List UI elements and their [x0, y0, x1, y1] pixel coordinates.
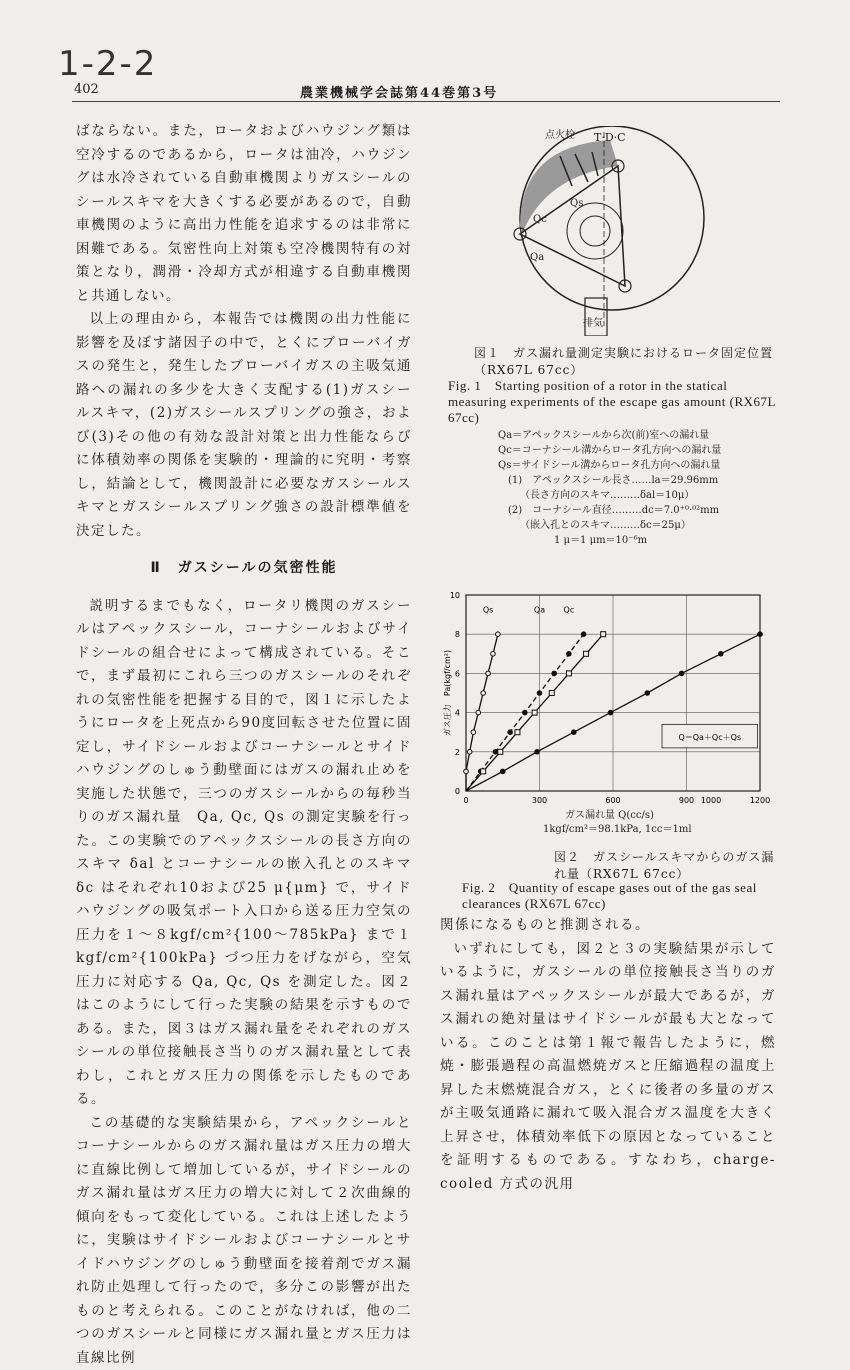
qa-label: Qa	[530, 250, 544, 265]
paragraph: いずれにしても，図２と３の実験結果が示しているように，ガスシールの単位接触長さ当りのガス漏れ量はアペックスシールが最大であるが，ガス漏れの絶対量はサイドシールが最も大となっている。このことは第１報で報告したように，燃焼・膨張過程の高温燃焼ガスと圧縮過程の温度上昇した末燃焼混合ガス，とくに後者の多量のガスが主吸気通路に漏れて吸入混合ガス温度を大きく上昇させ，体積効率低下の原因となっていることを証明するものである。すなわち，charge-cooled 方式の汎用	[440, 938, 776, 1197]
paragraph: ばならない。また，ロータおよびハウジング類は空冷するのであるから，ロータは油冷，ハウジングは水冷されている自動車機関よりガスシールのシールスキマを大きくする必要があるので，自動車機関のように高出力性能を追求するのは非常に困難である。気密性向上対策も空冷機関特有の対策となり，潤滑・冷却方式が相違する自動車機関と共通しない。	[76, 120, 412, 308]
data-point	[481, 691, 486, 696]
fig2-xlabel: ガス漏れ量 Q(cc/s)	[565, 808, 654, 823]
section-heading: Ⅱ ガスシールの気密性能	[76, 557, 412, 581]
data-point	[601, 632, 606, 637]
page-number: 402	[74, 82, 99, 97]
data-point	[486, 671, 491, 676]
x-tick-label: 300	[532, 796, 547, 805]
x-tick-label: 1200	[750, 796, 770, 805]
data-point	[515, 730, 520, 735]
data-point	[508, 730, 513, 735]
data-point	[719, 652, 724, 657]
y-axis-label: ガス圧力 Pa(kgf/cm²)	[442, 650, 452, 736]
x-tick-label: 1000	[701, 796, 721, 805]
data-point	[523, 710, 528, 715]
tdc-label: T·D·C	[594, 130, 626, 145]
fig2-unit-note: 1kgf/cm²＝98.1kPa, 1cc＝1ml	[543, 822, 692, 837]
data-point	[535, 750, 540, 755]
data-point	[566, 671, 571, 676]
data-point	[645, 691, 650, 696]
data-point	[491, 652, 496, 657]
series-label: Qa	[534, 606, 545, 615]
qc-label: Qc	[533, 212, 547, 227]
data-point	[552, 671, 557, 676]
left-column	[76, 120, 412, 1370]
data-point	[498, 749, 503, 754]
series-label: Qc	[564, 606, 575, 615]
figure-1-rotor-diagram	[500, 126, 710, 336]
data-point	[500, 769, 505, 774]
data-point	[537, 691, 542, 696]
data-point	[581, 632, 586, 637]
header-rule	[72, 101, 780, 102]
data-point	[584, 651, 589, 656]
journal-title: 農業機械学会誌第44巻第3号	[300, 82, 498, 101]
y-tick-label: 4	[455, 709, 460, 718]
y-tick-label: 2	[455, 748, 460, 757]
legend-line: (2) コーナシール直径………dc＝7.0⁺⁰·⁰²mm	[498, 503, 798, 518]
legend-line: （嵌入孔とのスキマ………δc＝25μ）	[498, 518, 798, 533]
data-point	[679, 671, 684, 676]
data-point	[493, 750, 498, 755]
right-column	[440, 914, 776, 1196]
data-point	[481, 769, 486, 774]
legend-line: (1) アペックスシール長さ……la＝29.96mm	[498, 473, 798, 488]
legend-line: Qa＝アペックスシールから次(前)室への漏れ量	[498, 428, 798, 443]
paragraph: 説明するまでもなく，ロータリ機関のガスシールはアペックスシール，コーナシールおよびサイドシールの組合せによって構成されている。そこで，まず最初にこれら三つのガスシールのそれぞれの気密性能を把握する目的で，図１に示したようにロータを上死点から90度回転させた位置に固定し，サイドシールおよびコーナシールとサイドハウジングのしゅう動壁面にはガスの漏れ止めを実施した状態で，三つのガスシールからの毎秒当りのガス漏れ量 Qa, Qc, Qs の測定実験を行った。この実験でのアペックスシールの長さ方向のスキマ δal とコーナシールの嵌入孔とのスキマ δc はそれぞれ10および25 μ{μm} で，サイドハウジングの吸気ポート入口から送る圧力空気の圧力を１～８kgf/cm²{100～785kPa} まで１kgf/cm²{100kPa} づつ圧力をげながら，空気圧力に対応する Qa, Qc, Qs を測定した。図２はこのようにして行った実験の結果を示すものである。また，図３はガス漏れ量をそれぞれのガスシールの単位接触長さ当りのガス漏れ量として表わし，これとガス圧力の関係を示したものである。	[76, 595, 412, 1112]
figure-2-chart	[440, 585, 780, 835]
y-tick-label: 10	[450, 591, 460, 600]
legend-line: Qs＝サイドシール溝からロータ孔方向への漏れ量	[498, 458, 798, 473]
paragraph: この基礎的な実験結果から，アペックシールとコーナシールからのガス漏れ量はガス圧力の増大に直線比例して増加しているが，サイドシールのガス漏れ量はガス圧力の増大に対して２次曲線的傾向をもって変化している。これは上述したように，実験はサイドシールおよびコーナシールとサイドハウジングのしゅう動壁面を接着剤でガス漏れ防止処理して行ったので，多分この影響が出たものと考えられる。このことがなければ，他の二つのガスシールと同様にガス漏れ量とガス圧力は直線比例	[76, 1112, 412, 1370]
data-point	[471, 730, 476, 735]
data-point	[496, 632, 501, 637]
y-tick-label: 0	[455, 787, 460, 796]
data-point	[549, 691, 554, 696]
x-tick-label: 0	[463, 796, 468, 805]
legend-line: （長さ方向のスキマ………δal＝10μ）	[498, 488, 798, 503]
y-tick-label: 6	[455, 669, 460, 678]
data-point	[758, 632, 763, 637]
legend-line: Qc＝コーナシール溝からロータ孔方向への漏れ量	[498, 443, 798, 458]
data-point	[567, 652, 572, 657]
y-tick-label: 8	[455, 630, 460, 639]
fig2-caption-en: Fig. 2 Quantity of escape gases out of the gas seal clearances (RX67L 67cc)	[462, 880, 782, 912]
data-point	[467, 750, 472, 755]
paragraph: 以上の理由から，本報告では機関の出力性能に影響を及ぼす諸因子の中で，とくにブローバイガスの発生と，発生したブローバイガスの主吸気通路への漏れの多少を大きく支配する(1)ガスシールスキマ，(2)ガスシールスプリングの強さ，および(3)その他の有効な設計対策と出力性能ならびに体積効率の関係を実験的・理論的に究明・考察し，結論として，機関設計に必要なガスシールスキマとガスシールスプリング強さの設計標準値を決定した。	[76, 308, 412, 543]
exhaust-label: 排気	[583, 316, 603, 331]
ignition-label: 点火栓	[545, 128, 575, 143]
x-tick-label: 600	[605, 796, 620, 805]
fig1-legend	[498, 428, 798, 548]
fig1-caption-ja: 図１ ガス漏れ量測定実験におけるロータ固定位置（RX67L 67cc）	[474, 344, 794, 378]
x-tick-label: 900	[679, 796, 694, 805]
data-point	[476, 710, 481, 715]
data-point	[572, 730, 577, 735]
data-point	[464, 769, 469, 774]
series-label: Qs	[483, 606, 493, 615]
legend-line: 1 μ＝1 μm＝10⁻⁶m	[498, 533, 798, 548]
fig2-caption-ja: 図２ ガスシールスキマからのガス漏れ量（RX67L 67cc）	[554, 848, 784, 882]
data-point	[608, 710, 613, 715]
formula-label: Q＝Qa＋Qc＋Qs	[678, 733, 741, 742]
handwritten-note: 1-2-2	[58, 44, 157, 84]
qs-label: Qs	[570, 196, 583, 211]
paragraph: 関係になるものと推測される。	[440, 914, 776, 938]
data-point	[532, 710, 537, 715]
fig1-caption-en: Fig. 1 Starting position of a rotor in the statical measuring experiments of the escape gas amount (RX67L 67cc)	[448, 378, 788, 426]
